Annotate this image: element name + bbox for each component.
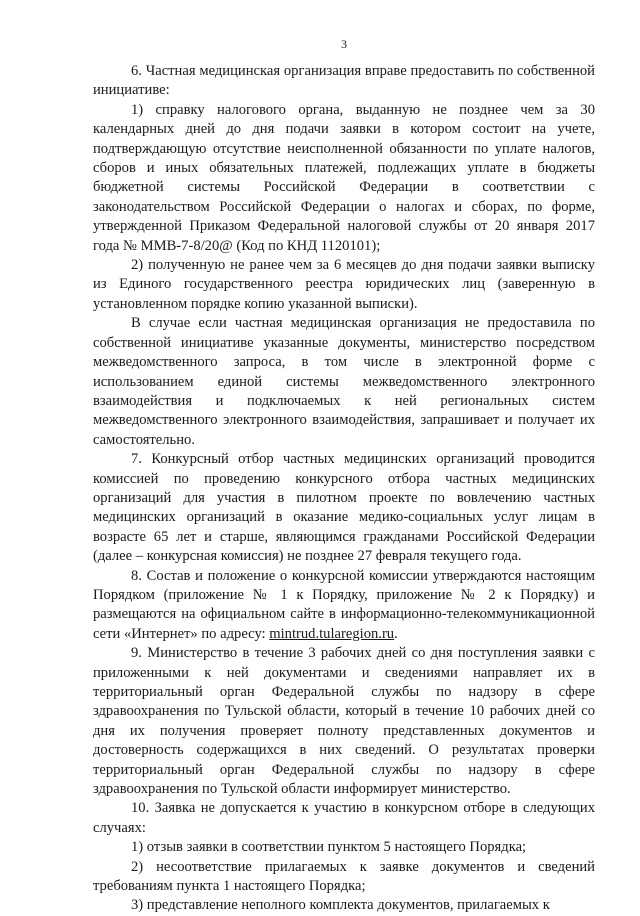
paragraph-6-note: В случае если частная медицинская организация не предоставила по собственной инициативе указанные документы, министерство посредством межведомственного запроса, в том числе в электронной форме с использованием единой системы межведомственного электронного взаимодействия и подключаемых к ней региональных систем межведомственного электронного взаимодействия, запрашивает и получает их самостоятельно.: [93, 315, 595, 448]
paragraph-10: 10. Заявка не допускается к участию в конкурсном отборе в следующих случаях:: [93, 800, 595, 836]
paragraph-6-item-2: 2) полученную не ранее чем за 6 месяцев до дня подачи заявки выписку из Единого государственного реестра юридических лиц (заверенную в установленном порядке копию указанной выписки).: [93, 257, 595, 312]
paragraph-8-end: .: [394, 625, 398, 642]
paragraph-8-text: 8. Состав и положение о конкурсной комиссии утверждаются настоящим Порядком (приложение № 1 к Порядку, приложение № 2 к Порядку) и размещаются на официальном сайте в информационно-телекоммуникационной сети «Интернет» по адресу:: [93, 567, 595, 642]
paragraph-7: 7. Конкурсный отбор частных медицинских организаций проводится комиссией по проведению конкурсного отбора частных медицинских организаций для участия в пилотном проекте по вовлечению частных медицинских организаций в оказание медико-социальных услуг лицам в возрасте 65 лет и старше, являющимся гражданами Российской Федерации (далее – конкурсная комиссия) не позднее 27 февраля текущего года.: [93, 451, 595, 565]
paragraph-8: [93, 567, 595, 645]
paragraph-6-item-1: 1) справку налогового органа, выданную не позднее чем за 30 календарных дней до дня подачи заявки в котором состоит на учете, подтверждающую отсутствие неисполненной обязанности по уплате налогов, сборов и иных обязательных платежей, подлежащих уплате в бюджеты бюджетной системы Российской Федерации в соответствии с законодательством Российской Федерации о налогах и сборах, по форме, утвержденной Приказом Федеральной налоговой службы от 20 января 2017 года № ММВ-7-8/20@ (Код по КНД 1120101);: [93, 101, 595, 254]
paragraph-10-item-2: 2) несоответствие прилагаемых к заявке документов и сведений требованиям пункта 1 настоящего Порядка;: [93, 858, 595, 895]
paragraph-6: 6. Частная медицинская организация вправе предоставить по собственной инициативе:: [93, 63, 595, 99]
page-number: 3: [341, 37, 347, 51]
paragraph-10-item-3: 3) представление неполного комплекта документов, прилагаемых к: [131, 897, 550, 914]
website-link[interactable]: mintrud.tularegion.ru: [269, 625, 395, 642]
paragraph-10-item-1: 1) отзыв заявки в соответствии пунктом 5 настоящего Порядка;: [131, 839, 527, 856]
document-body: [93, 62, 595, 916]
paragraph-9: 9. Министерство в течение 3 рабочих дней со дня поступления заявки с приложенными к ней документами и сведениями направляет их в территориальный орган Федеральной службы по надзору в сфере здравоохранения по Тульской области, который в течение 10 рабочих дней со дня их получения проверяет полноту представленных документов и достоверность содержащихся в них сведений. О результатах проверки территориальный орган Федеральной службы по надзору в сфере здравоохранения по Тульской области информирует министерство.: [93, 645, 595, 798]
